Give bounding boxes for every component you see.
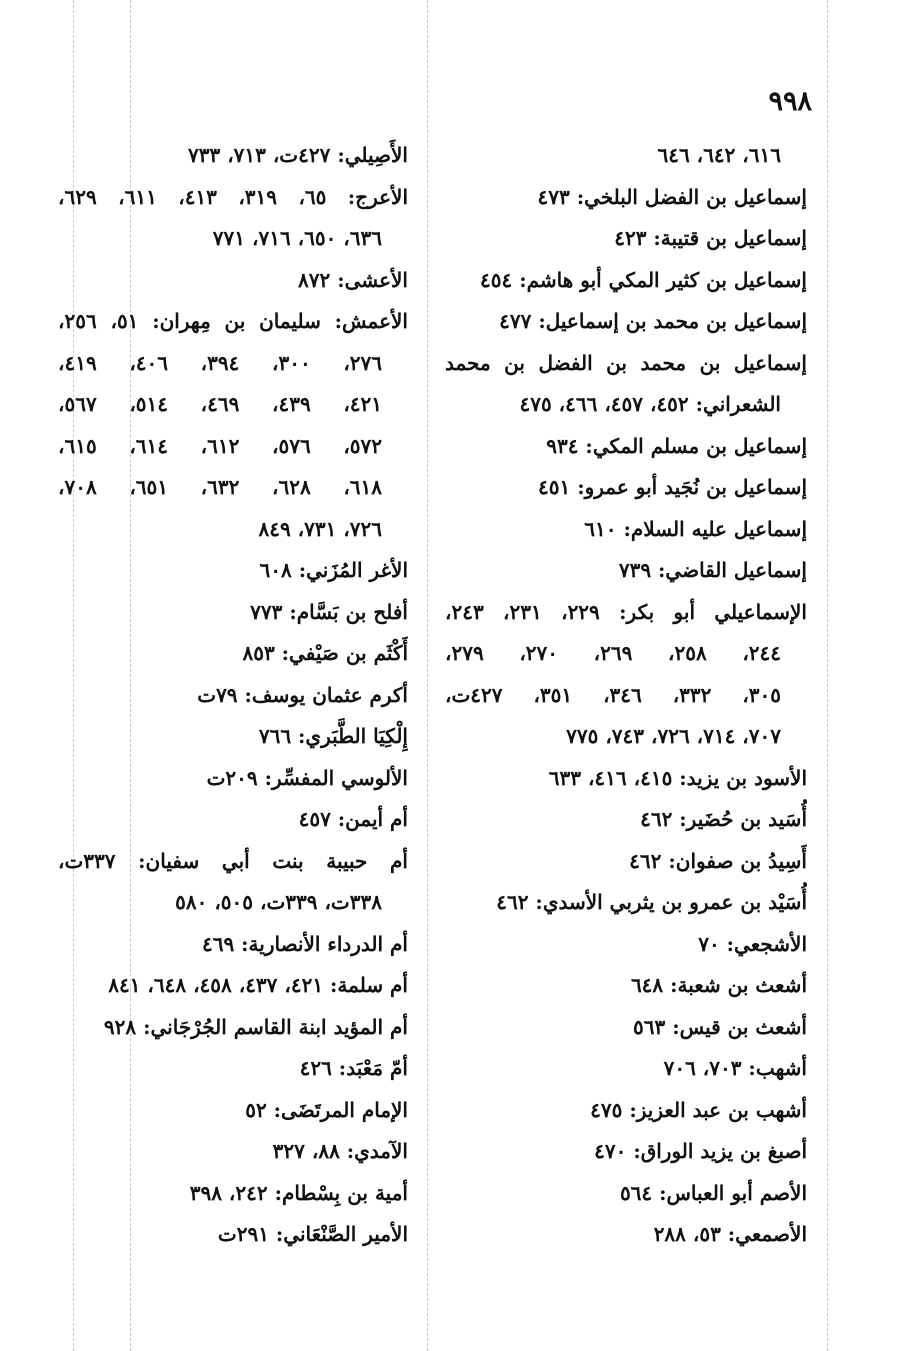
index-entry: الإسماعيلي أبو بكر: ٢٢٩، ٢٣١، ٢٤٣، xyxy=(445,599,807,624)
index-entry-continuation: ٣٣٨ت، ٣٣٩ت، ٥٠٥، ٥٨٠ xyxy=(175,890,382,914)
index-entry: أشعث بن قيس: ٥٦٣ xyxy=(633,1014,807,1039)
index-entry: إسماعيل بن كثير المكي أبو هاشم: ٤٥٤ xyxy=(480,267,807,292)
index-entry: الأصم أبو العباس: ٥٦٤ xyxy=(619,1180,807,1205)
index-entry: إسماعيل بن الفضل البلخي: ٤٧٣ xyxy=(537,184,807,209)
margin-line-center-right xyxy=(427,0,428,1351)
index-column-left xyxy=(58,135,408,1256)
index-entry: الأصمعي: ٥٣، ٢٨٨ xyxy=(653,1222,807,1246)
index-entry-continuation: ٥٧٢، ٥٧٦، ٦١٢، ٦١٤، ٦١٥، xyxy=(58,433,383,458)
index-entry: الأمير الصَّنْعَاني: ٢٩١ت xyxy=(217,1222,408,1246)
index-entry: أُسَيْد بن عمرو بن يثربي الأسدي: ٤٦٢ xyxy=(496,890,807,914)
index-entry: الأَصِيلي: ٤٢٧ت، ٧١٣، ٧٣٣ xyxy=(188,143,408,167)
index-entry-continuation: الشعراني: ٤٥٢، ٤٥٧، ٤٦٦، ٤٧٥ xyxy=(519,392,781,416)
index-entry: أم المؤيد ابنة القاسم الجُرْجَاني: ٩٢٨ xyxy=(103,1014,408,1039)
index-entry: الأعرج: ٦٥، ٣١٩، ٤١٣، ٦١١، ٦٢٩، xyxy=(58,184,408,209)
index-entry: إسماعيل بن قتيبة: ٤٢٣ xyxy=(614,226,807,250)
index-entry-continuation: ٢٧٦، ٣٠٠، ٣٩٤، ٤٠٦، ٤١٩، xyxy=(58,350,383,375)
index-entry-continuation: ٢٤٤، ٢٥٨، ٢٦٩، ٢٧٠، ٢٧٩، xyxy=(445,641,782,665)
index-entry: أُسَيد بن حُضَير: ٤٦٢ xyxy=(640,807,807,831)
index-entry: الأشجعي: ٧٠ xyxy=(698,931,807,956)
index-entry: أَكْثَم بن صَيْفي: ٨٥٣ xyxy=(242,641,408,665)
index-column-right xyxy=(445,135,807,1256)
page-number: ٩٩٨ xyxy=(768,86,812,117)
index-entry: أم سلمة: ٤٢١، ٤٣٧، ٤٥٨، ٦٤٨، ٨٤١ xyxy=(108,973,408,997)
index-entry: إسماعيل عليه السلام: ٦١٠ xyxy=(584,516,807,541)
index-entry: إِلْكِيَا الطَّبَري: ٧٦٦ xyxy=(258,724,408,748)
index-entry-continuation: ٣٠٥، ٣٣٢، ٣٤٦، ٣٥١، ٤٢٧ت، xyxy=(445,682,782,707)
index-entry: الأسود بن يزيد: ٤١٥، ٤١٦، ٦٣٣ xyxy=(548,765,807,790)
index-entry: إسماعيل بن مسلم المكي: ٩٣٤ xyxy=(546,433,807,458)
index-entry: أم الدرداء الأنصارية: ٤٦٩ xyxy=(201,931,408,956)
index-entry: أكرم عثمان يوسف: ٧٩ت xyxy=(197,682,408,707)
index-entry: إسماعيل بن محمد بن الفضل بن محمد xyxy=(445,350,807,375)
margin-line-right xyxy=(827,0,828,1351)
index-entry: الأعمش: سليمان بن مِهران: ٥١، ٢٥٦، xyxy=(58,309,408,333)
index-entry-continuation: ٦١٦، ٦٤٢، ٦٤٦ xyxy=(657,143,781,167)
index-entry: أم أيمن: ٤٥٧ xyxy=(298,807,408,831)
index-entry: إسماعيل بن نُجَيد أبو عمرو: ٤٥١ xyxy=(538,475,807,499)
index-entry: الآمدي: ٨٨، ٣٢٧ xyxy=(272,1139,408,1163)
index-entry: أمية بن بِسْطام: ٢٤٢، ٣٩٨ xyxy=(189,1180,408,1205)
index-entry: إسماعيل بن محمد بن إسماعيل: ٤٧٧ xyxy=(499,309,807,333)
index-entry: الإمام المرتَضَى: ٥٢ xyxy=(245,1097,408,1122)
index-entry: أم حبيبة بنت أبي سفيان: ٣٣٧ت، xyxy=(58,848,408,873)
index-entry: أصبغ بن يزيد الوراق: ٤٧٠ xyxy=(594,1139,807,1163)
index-entry: الألوسي المفسِّر: ٢٠٩ت xyxy=(206,765,408,790)
index-entry: الأعشى: ٨٧٢ xyxy=(298,267,408,292)
index-entry: أفلح بن بَسَّام: ٧٧٣ xyxy=(250,599,408,624)
index-entry: الأغر المُزَني: ٦٠٨ xyxy=(259,558,408,582)
index-entry-continuation: ٤٢١، ٤٣٩، ٤٦٩، ٥١٤، ٥٦٧، xyxy=(58,392,383,416)
index-entry-continuation: ٧٠٧، ٧١٤، ٧٢٦، ٧٤٣، ٧٧٥ xyxy=(566,724,781,748)
index-entry: أمّ مَعْبَد: ٤٢٦ xyxy=(299,1056,408,1080)
index-entry: إسماعيل القاضي: ٧٣٩ xyxy=(618,558,807,582)
index-entry: أشهب: ٧٠٣، ٧٠٦ xyxy=(663,1056,807,1080)
index-entry-continuation: ٧٢٦، ٧٣١، ٨٤٩ xyxy=(258,516,382,541)
index-entry-continuation: ٦٣٦، ٦٥٠، ٧١٦، ٧٧١ xyxy=(212,226,382,250)
index-entry-continuation: ٦١٨، ٦٢٨، ٦٣٢، ٦٥١، ٧٠٨، xyxy=(58,475,383,499)
index-entry: أَسِيدُ بن صفوان: ٤٦٢ xyxy=(629,848,807,873)
index-entry: أشعث بن شعبة: ٦٤٨ xyxy=(630,973,807,997)
index-entry: أشهب بن عبد العزيز: ٤٧٥ xyxy=(590,1097,807,1122)
